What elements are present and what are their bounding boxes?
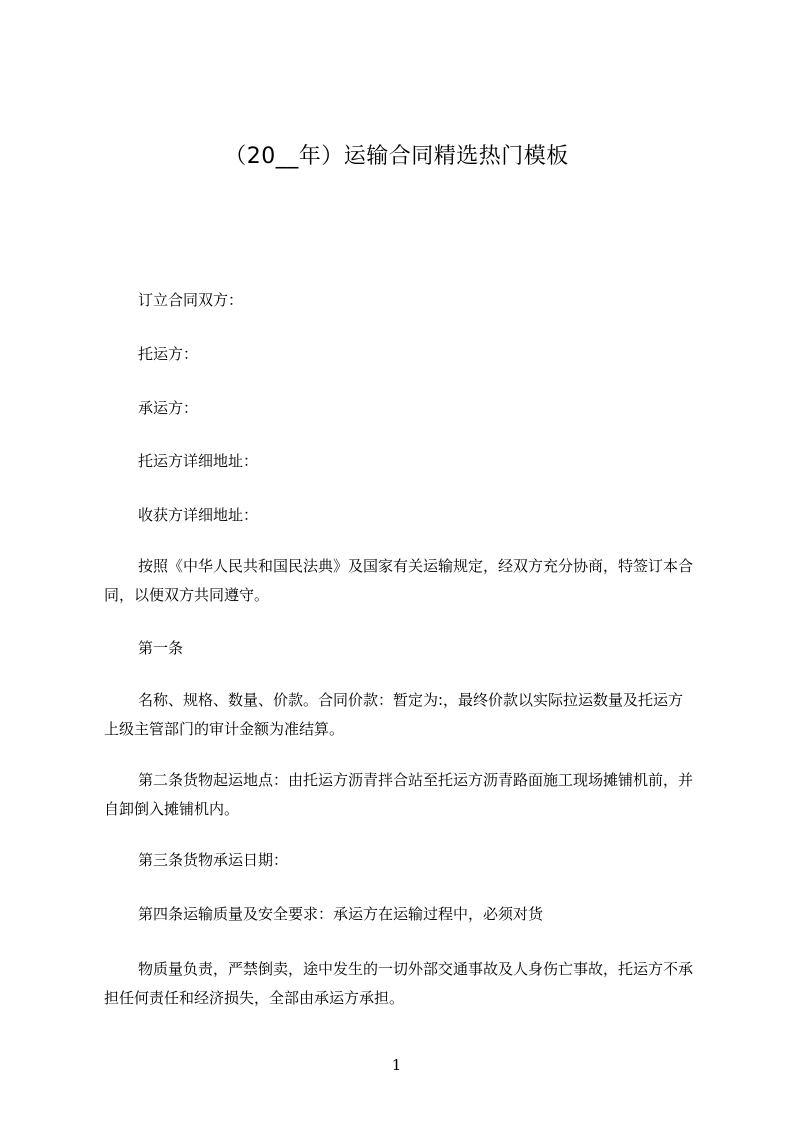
receiver-address-field: 收获方详细地址： — [138, 506, 259, 524]
consignor-field: 托运方： — [138, 345, 199, 363]
parties-heading: 订立合同双方： — [138, 291, 244, 309]
page-number: 1 — [391, 1056, 402, 1074]
preamble-paragraph: 按照《中华人民共和国民法典》及国家有关运输规定，经双方充分协商，特签订本合同，以便双方共同遵守。 — [104, 557, 694, 604]
article-one-paragraph: 名称、规格、数量、价款。合同价款：暂定为:，最终价款以实际拉运数量及托运方上级主管部门的审计金额为准结算。 — [104, 691, 684, 738]
carrier-field: 承运方： — [138, 399, 199, 417]
document-title: （20__年）运输合同精选热门模板 — [224, 144, 569, 169]
article-four-paragraph: 第四条运输质量及安全要求：承运方在运输过程中，必须对货 — [138, 905, 544, 923]
article-three-paragraph: 第三条货物承运日期： — [138, 851, 289, 869]
consignor-address-field: 托运方详细地址： — [138, 452, 259, 470]
article-four-continuation: 物质量负责，严禁倒卖，途中发生的一切外部交通事故及人身伤亡事故，托运方不承担任何责任和经济损失，全部由承运方承担。 — [104, 960, 694, 1007]
article-two-paragraph: 第二条货物起运地点：由托运方沥青拌合站至托运方沥青路面施工现场摊铺机前，并自卸倒入摊铺机内。 — [104, 771, 694, 818]
article-one-heading: 第一条 — [138, 639, 184, 657]
